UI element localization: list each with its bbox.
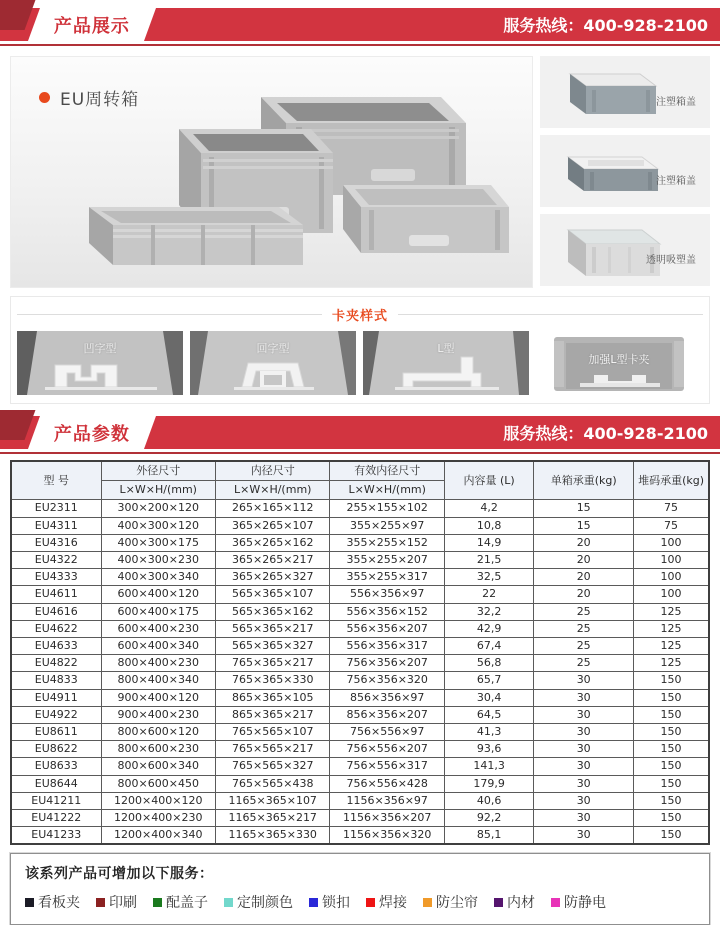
side-image-label: 注塑箱盖 bbox=[656, 97, 696, 108]
single-load-cell: 25 bbox=[534, 603, 634, 620]
capacity-cell: 85,1 bbox=[444, 827, 533, 845]
clip-styles-header bbox=[17, 305, 703, 324]
header-title-plate bbox=[28, 416, 156, 449]
effective-dim-cell: 355×255×207 bbox=[330, 552, 444, 569]
outer-dim-cell: 800×400×230 bbox=[101, 655, 215, 672]
col-header-outer: 外径尺寸 bbox=[101, 461, 215, 481]
stack-load-cell: 150 bbox=[634, 741, 709, 758]
service-item bbox=[309, 892, 350, 912]
clip-label: 加强L型卡夹 bbox=[588, 353, 650, 366]
side-image-label: 透明吸塑盖 bbox=[646, 255, 696, 266]
single-load-cell: 20 bbox=[534, 569, 634, 586]
stack-load-cell: 150 bbox=[634, 689, 709, 706]
outer-dim-cell: 600×400×340 bbox=[101, 638, 215, 655]
clip-styles-section bbox=[10, 296, 710, 404]
divider-line bbox=[17, 314, 322, 315]
service-color-square-icon bbox=[25, 898, 34, 907]
table-row bbox=[11, 586, 709, 603]
capacity-cell: 30,4 bbox=[444, 689, 533, 706]
single-load-cell: 30 bbox=[534, 827, 634, 845]
inner-dim-cell: 765×565×217 bbox=[216, 741, 330, 758]
single-load-cell: 20 bbox=[534, 552, 634, 569]
model-cell: EU4822 bbox=[11, 655, 101, 672]
table-row bbox=[11, 655, 709, 672]
service-item bbox=[423, 892, 478, 912]
table-row bbox=[11, 758, 709, 775]
single-load-cell: 30 bbox=[534, 775, 634, 792]
header-accent-shape bbox=[0, 0, 35, 30]
inner-dim-cell: 865×365×217 bbox=[216, 706, 330, 723]
service-color-square-icon bbox=[224, 898, 233, 907]
stack-load-cell: 100 bbox=[634, 586, 709, 603]
outer-dim-cell: 800×400×340 bbox=[101, 672, 215, 689]
model-cell: EU4616 bbox=[11, 603, 101, 620]
service-label: 内材 bbox=[507, 895, 535, 912]
inner-dim-cell: 765×365×330 bbox=[216, 672, 330, 689]
clip-label: 凹字型 bbox=[83, 342, 117, 355]
table-row bbox=[11, 810, 709, 827]
service-label: 看板夹 bbox=[38, 895, 80, 912]
box-with-lid-icon bbox=[548, 60, 668, 124]
outer-dim-cell: 900×400×230 bbox=[101, 706, 215, 723]
clip-images-row bbox=[17, 331, 703, 395]
inner-dim-cell: 765×565×327 bbox=[216, 758, 330, 775]
model-cell: EU8644 bbox=[11, 775, 101, 792]
model-cell: EU4911 bbox=[11, 689, 101, 706]
col-header-inner: 内径尺寸 bbox=[216, 461, 330, 481]
service-label: 定制颜色 bbox=[237, 895, 293, 912]
stack-load-cell: 125 bbox=[634, 603, 709, 620]
table-row bbox=[11, 741, 709, 758]
single-load-cell: 30 bbox=[534, 672, 634, 689]
col-header-effective: 有效内径尺寸 bbox=[330, 461, 444, 481]
services-list bbox=[25, 892, 695, 912]
service-item bbox=[551, 892, 606, 912]
model-cell: EU2311 bbox=[11, 500, 101, 517]
header-underline bbox=[0, 452, 720, 454]
stack-load-cell: 125 bbox=[634, 655, 709, 672]
clip-image-hui bbox=[190, 331, 356, 395]
model-cell: EU8633 bbox=[11, 758, 101, 775]
stack-load-cell: 125 bbox=[634, 638, 709, 655]
stack-load-cell: 125 bbox=[634, 620, 709, 637]
service-item bbox=[494, 892, 535, 912]
outer-dim-cell: 1200×400×340 bbox=[101, 827, 215, 845]
table-row bbox=[11, 534, 709, 551]
side-images-column bbox=[540, 56, 710, 288]
stack-load-cell: 100 bbox=[634, 534, 709, 551]
box-with-clear-lid-icon bbox=[548, 218, 668, 282]
table-row bbox=[11, 775, 709, 792]
effective-dim-cell: 756×556×97 bbox=[330, 724, 444, 741]
col-header-single-load: 单箱承重(kg) bbox=[534, 461, 634, 500]
service-color-square-icon bbox=[153, 898, 162, 907]
service-item bbox=[25, 892, 80, 912]
capacity-cell: 22 bbox=[444, 586, 533, 603]
single-load-cell: 25 bbox=[534, 638, 634, 655]
capacity-cell: 4,2 bbox=[444, 500, 533, 517]
effective-dim-cell: 355×255×152 bbox=[330, 534, 444, 551]
outer-dim-cell: 1200×400×230 bbox=[101, 810, 215, 827]
table-row bbox=[11, 517, 709, 534]
effective-dim-cell: 756×356×207 bbox=[330, 655, 444, 672]
single-load-cell: 30 bbox=[534, 810, 634, 827]
service-item bbox=[224, 892, 293, 912]
table-row bbox=[11, 689, 709, 706]
outer-dim-cell: 600×400×175 bbox=[101, 603, 215, 620]
stack-load-cell: 150 bbox=[634, 758, 709, 775]
capacity-cell: 40,6 bbox=[444, 792, 533, 809]
clip-image-l bbox=[363, 331, 529, 395]
table-row bbox=[11, 672, 709, 689]
table-row bbox=[11, 620, 709, 637]
service-label: 锁扣 bbox=[322, 895, 350, 912]
product-title: EU周转箱 bbox=[60, 90, 140, 110]
effective-dim-cell: 756×556×317 bbox=[330, 758, 444, 775]
stack-load-cell: 150 bbox=[634, 792, 709, 809]
service-hotline: 服务热线：400-928-2100 bbox=[503, 424, 708, 443]
clip-image-concave bbox=[17, 331, 183, 395]
col-subheader-lwh: L×W×H/(mm) bbox=[216, 481, 330, 500]
bullet-dot-icon bbox=[39, 92, 50, 103]
effective-dim-cell: 556×356×207 bbox=[330, 620, 444, 637]
single-load-cell: 30 bbox=[534, 792, 634, 809]
col-header-stack-load: 堆码承重(kg) bbox=[634, 461, 709, 500]
service-label: 印刷 bbox=[109, 895, 137, 912]
capacity-cell: 21,5 bbox=[444, 552, 533, 569]
capacity-cell: 92,2 bbox=[444, 810, 533, 827]
outer-dim-cell: 800×600×230 bbox=[101, 741, 215, 758]
header-params-band bbox=[0, 416, 720, 449]
outer-dim-cell: 600×400×120 bbox=[101, 586, 215, 603]
clip-label: 回字型 bbox=[256, 342, 290, 355]
table-row bbox=[11, 500, 709, 517]
outer-dim-cell: 800×600×120 bbox=[101, 724, 215, 741]
single-load-cell: 15 bbox=[534, 517, 634, 534]
single-load-cell: 20 bbox=[534, 534, 634, 551]
header-display bbox=[0, 0, 720, 46]
clip-styles-title: 卡夹样式 bbox=[332, 309, 389, 324]
table-row bbox=[11, 603, 709, 620]
single-load-cell: 15 bbox=[534, 500, 634, 517]
box-with-lid-icon bbox=[548, 139, 668, 203]
header-title-plate bbox=[28, 8, 156, 41]
service-label: 防静电 bbox=[564, 895, 606, 912]
capacity-cell: 42,9 bbox=[444, 620, 533, 637]
page-section-title: 产品参数 bbox=[54, 423, 130, 445]
capacity-cell: 56,8 bbox=[444, 655, 533, 672]
capacity-cell: 64,5 bbox=[444, 706, 533, 723]
stack-load-cell: 100 bbox=[634, 552, 709, 569]
model-cell: EU8611 bbox=[11, 724, 101, 741]
stack-load-cell: 100 bbox=[634, 569, 709, 586]
capacity-cell: 179,9 bbox=[444, 775, 533, 792]
service-color-square-icon bbox=[309, 898, 318, 907]
stack-load-cell: 150 bbox=[634, 775, 709, 792]
capacity-cell: 67,4 bbox=[444, 638, 533, 655]
effective-dim-cell: 355×255×317 bbox=[330, 569, 444, 586]
outer-dim-cell: 1200×400×120 bbox=[101, 792, 215, 809]
service-color-square-icon bbox=[423, 898, 432, 907]
outer-dim-cell: 400×300×340 bbox=[101, 569, 215, 586]
services-box bbox=[10, 853, 710, 925]
effective-dim-cell: 556×356×97 bbox=[330, 586, 444, 603]
model-cell: EU4633 bbox=[11, 638, 101, 655]
service-color-square-icon bbox=[551, 898, 560, 907]
model-cell: EU41222 bbox=[11, 810, 101, 827]
service-color-square-icon bbox=[494, 898, 503, 907]
model-cell: EU4833 bbox=[11, 672, 101, 689]
table-row bbox=[11, 552, 709, 569]
table-row bbox=[11, 638, 709, 655]
inner-dim-cell: 565×365×217 bbox=[216, 620, 330, 637]
model-cell: EU4611 bbox=[11, 586, 101, 603]
effective-dim-cell: 1156×356×207 bbox=[330, 810, 444, 827]
clip-image-reinforced-l bbox=[536, 331, 702, 395]
single-load-cell: 30 bbox=[534, 689, 634, 706]
effective-dim-cell: 756×356×320 bbox=[330, 672, 444, 689]
clip-label: L型 bbox=[437, 342, 455, 355]
stack-load-cell: 150 bbox=[634, 672, 709, 689]
single-load-cell: 25 bbox=[534, 620, 634, 637]
inner-dim-cell: 765×365×217 bbox=[216, 655, 330, 672]
service-label: 焊接 bbox=[379, 895, 407, 912]
service-label: 防尘帘 bbox=[436, 895, 478, 912]
model-cell: EU8622 bbox=[11, 741, 101, 758]
spec-table-body bbox=[11, 500, 709, 845]
stack-load-cell: 150 bbox=[634, 724, 709, 741]
capacity-cell: 141,3 bbox=[444, 758, 533, 775]
header-display-band bbox=[0, 8, 720, 41]
service-hotline: 服务热线：400-928-2100 bbox=[503, 16, 708, 35]
header-accent-shape bbox=[0, 410, 35, 440]
inner-dim-cell: 265×165×112 bbox=[216, 500, 330, 517]
capacity-cell: 32,2 bbox=[444, 603, 533, 620]
service-color-square-icon bbox=[366, 898, 375, 907]
table-row bbox=[11, 792, 709, 809]
single-load-cell: 30 bbox=[534, 724, 634, 741]
table-row bbox=[11, 569, 709, 586]
outer-dim-cell: 900×400×120 bbox=[101, 689, 215, 706]
effective-dim-cell: 756×556×207 bbox=[330, 741, 444, 758]
single-load-cell: 25 bbox=[534, 655, 634, 672]
side-image-label: 注塑箱盖 bbox=[656, 176, 696, 187]
capacity-cell: 65,7 bbox=[444, 672, 533, 689]
inner-dim-cell: 765×565×107 bbox=[216, 724, 330, 741]
side-image-lid-1 bbox=[540, 56, 710, 128]
product-showcase bbox=[0, 46, 720, 294]
effective-dim-cell: 856×356×97 bbox=[330, 689, 444, 706]
model-cell: EU4322 bbox=[11, 552, 101, 569]
inner-dim-cell: 365×265×217 bbox=[216, 552, 330, 569]
service-color-square-icon bbox=[96, 898, 105, 907]
stack-load-cell: 75 bbox=[634, 500, 709, 517]
single-load-cell: 30 bbox=[534, 741, 634, 758]
capacity-cell: 93,6 bbox=[444, 741, 533, 758]
col-header-capacity: 内容量 (L) bbox=[444, 461, 533, 500]
outer-dim-cell: 800×600×450 bbox=[101, 775, 215, 792]
model-cell: EU41233 bbox=[11, 827, 101, 845]
outer-dim-cell: 300×200×120 bbox=[101, 500, 215, 517]
effective-dim-cell: 856×356×207 bbox=[330, 706, 444, 723]
service-item bbox=[366, 892, 407, 912]
model-cell: EU4311 bbox=[11, 517, 101, 534]
capacity-cell: 14,9 bbox=[444, 534, 533, 551]
inner-dim-cell: 565×365×327 bbox=[216, 638, 330, 655]
outer-dim-cell: 400×300×230 bbox=[101, 552, 215, 569]
stack-load-cell: 150 bbox=[634, 706, 709, 723]
product-photo-panel bbox=[10, 56, 533, 288]
single-load-cell: 20 bbox=[534, 586, 634, 603]
stack-load-cell: 150 bbox=[634, 827, 709, 845]
table-row bbox=[11, 827, 709, 845]
capacity-cell: 10,8 bbox=[444, 517, 533, 534]
model-cell: EU4622 bbox=[11, 620, 101, 637]
spec-table-container bbox=[10, 460, 710, 845]
spec-table-head bbox=[11, 461, 709, 500]
stack-load-cell: 150 bbox=[634, 810, 709, 827]
inner-dim-cell: 1165×365×107 bbox=[216, 792, 330, 809]
outer-dim-cell: 400×300×120 bbox=[101, 517, 215, 534]
effective-dim-cell: 756×556×428 bbox=[330, 775, 444, 792]
service-item bbox=[153, 892, 208, 912]
service-label: 配盖子 bbox=[166, 895, 208, 912]
effective-dim-cell: 1156×356×320 bbox=[330, 827, 444, 845]
effective-dim-cell: 556×356×152 bbox=[330, 603, 444, 620]
page-section-title: 产品展示 bbox=[54, 15, 130, 37]
outer-dim-cell: 800×600×340 bbox=[101, 758, 215, 775]
table-row bbox=[11, 724, 709, 741]
col-subheader-lwh: L×W×H/(mm) bbox=[101, 481, 215, 500]
inner-dim-cell: 365×265×162 bbox=[216, 534, 330, 551]
col-subheader-lwh: L×W×H/(mm) bbox=[330, 481, 444, 500]
single-load-cell: 30 bbox=[534, 706, 634, 723]
inner-dim-cell: 765×565×438 bbox=[216, 775, 330, 792]
inner-dim-cell: 1165×365×217 bbox=[216, 810, 330, 827]
header-params bbox=[0, 410, 720, 454]
inner-dim-cell: 365×265×107 bbox=[216, 517, 330, 534]
inner-dim-cell: 365×265×327 bbox=[216, 569, 330, 586]
model-cell: EU41211 bbox=[11, 792, 101, 809]
services-title: 该系列产品可增加以下服务： bbox=[25, 866, 214, 883]
col-header-model: 型 号 bbox=[11, 461, 101, 500]
side-image-lid-2 bbox=[540, 135, 710, 207]
outer-dim-cell: 600×400×230 bbox=[101, 620, 215, 637]
model-cell: EU4922 bbox=[11, 706, 101, 723]
effective-dim-cell: 255×155×102 bbox=[330, 500, 444, 517]
header-underline bbox=[0, 44, 720, 46]
effective-dim-cell: 1156×356×97 bbox=[330, 792, 444, 809]
capacity-cell: 32,5 bbox=[444, 569, 533, 586]
side-image-lid-3 bbox=[540, 214, 710, 286]
service-item bbox=[96, 892, 137, 912]
model-cell: EU4333 bbox=[11, 569, 101, 586]
outer-dim-cell: 400×300×175 bbox=[101, 534, 215, 551]
divider-line bbox=[398, 314, 703, 315]
stack-load-cell: 75 bbox=[634, 517, 709, 534]
inner-dim-cell: 1165×365×330 bbox=[216, 827, 330, 845]
single-load-cell: 30 bbox=[534, 758, 634, 775]
spec-table bbox=[10, 460, 710, 845]
effective-dim-cell: 556×356×317 bbox=[330, 638, 444, 655]
product-title-row bbox=[39, 85, 139, 110]
effective-dim-cell: 355×255×97 bbox=[330, 517, 444, 534]
inner-dim-cell: 865×365×105 bbox=[216, 689, 330, 706]
table-row bbox=[11, 706, 709, 723]
inner-dim-cell: 565×365×162 bbox=[216, 603, 330, 620]
capacity-cell: 41,3 bbox=[444, 724, 533, 741]
model-cell: EU4316 bbox=[11, 534, 101, 551]
inner-dim-cell: 565×365×107 bbox=[216, 586, 330, 603]
